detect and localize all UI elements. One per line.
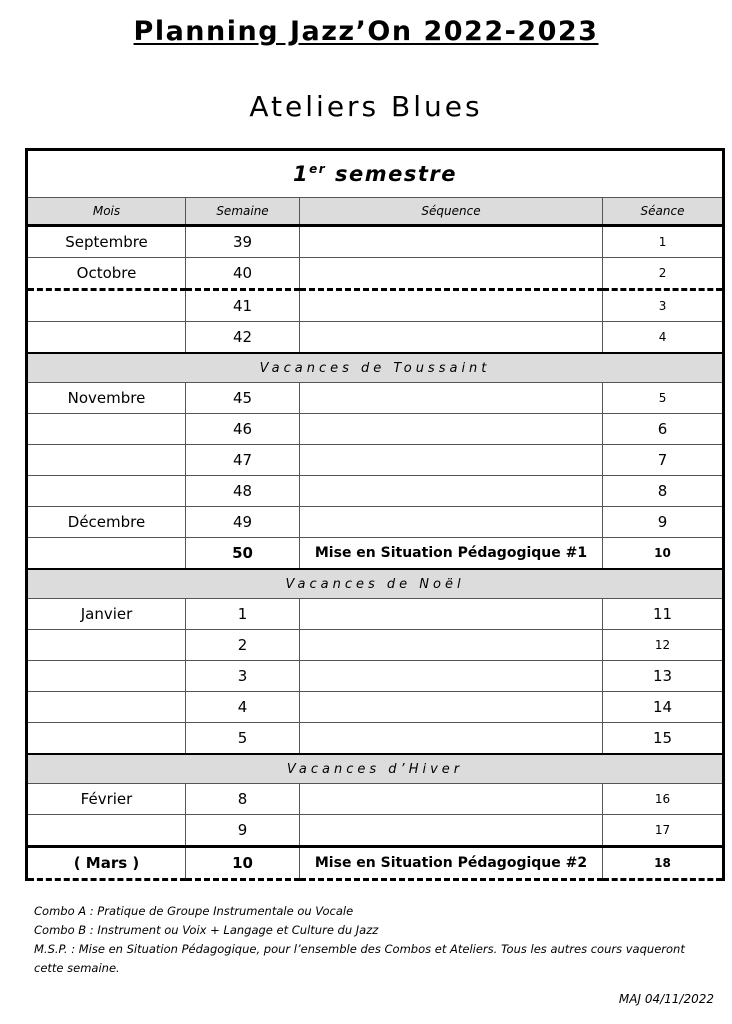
- cell-semaine: 9: [186, 815, 300, 847]
- table-row: [27, 538, 724, 570]
- note-combo-b: Combo B : Instrument ou Voix + Langage et Culture du Jazz: [34, 923, 379, 937]
- table-row: [27, 847, 724, 880]
- cell-sequence: [300, 383, 603, 414]
- cell-semaine: 2: [186, 630, 300, 661]
- cell-sequence: [300, 815, 603, 847]
- cell-sequence: [300, 290, 603, 322]
- cell-seance: 10: [603, 538, 724, 570]
- cell-mois: [27, 538, 186, 570]
- cell-seance: 14: [603, 692, 724, 723]
- column-header-sequence: Séquence: [300, 198, 603, 226]
- cell-seance: 17: [603, 815, 724, 847]
- cell-sequence: Mise en Situation Pédagogique #1: [300, 538, 603, 570]
- cell-sequence: [300, 661, 603, 692]
- holiday-label: Vacances d’Hiver: [27, 754, 724, 784]
- cell-sequence: [300, 723, 603, 755]
- cell-seance: 9: [603, 507, 724, 538]
- cell-seance: 3: [603, 290, 724, 322]
- cell-semaine: 42: [186, 322, 300, 354]
- cell-seance: 18: [603, 847, 724, 880]
- cell-mois: Janvier: [27, 599, 186, 630]
- cell-semaine: 1: [186, 599, 300, 630]
- cell-semaine: 40: [186, 258, 300, 290]
- holiday-row: [27, 353, 724, 383]
- cell-mois: [27, 322, 186, 354]
- cell-sequence: [300, 414, 603, 445]
- holiday-row: [27, 754, 724, 784]
- page-subtitle: Ateliers Blues: [249, 90, 483, 123]
- table-row: [27, 507, 724, 538]
- cell-sequence: [300, 258, 603, 290]
- column-header-mois: Mois: [27, 198, 186, 226]
- cell-mois: ( Mars ): [27, 847, 186, 880]
- table-row: [27, 815, 724, 847]
- cell-sequence: [300, 322, 603, 354]
- cell-seance: 15: [603, 723, 724, 755]
- cell-sequence: [300, 692, 603, 723]
- table-header: [27, 198, 724, 226]
- cell-mois: [27, 414, 186, 445]
- cell-seance: 7: [603, 445, 724, 476]
- cell-seance: 13: [603, 661, 724, 692]
- cell-mois: [27, 445, 186, 476]
- cell-sequence: [300, 445, 603, 476]
- cell-semaine: 10: [186, 847, 300, 880]
- cell-semaine: 47: [186, 445, 300, 476]
- cell-mois: [27, 290, 186, 322]
- table-row: [27, 414, 724, 445]
- cell-mois: [27, 723, 186, 755]
- table-row: [27, 383, 724, 414]
- cell-semaine: 5: [186, 723, 300, 755]
- cell-semaine: 46: [186, 414, 300, 445]
- cell-seance: 8: [603, 476, 724, 507]
- cell-sequence: [300, 599, 603, 630]
- cell-semaine: 8: [186, 784, 300, 815]
- cell-seance: 5: [603, 383, 724, 414]
- table-row: [27, 445, 724, 476]
- update-date: MAJ 04/11/2022: [618, 992, 714, 1006]
- table-row: [27, 226, 724, 258]
- cell-seance: 6: [603, 414, 724, 445]
- cell-mois: Septembre: [27, 226, 186, 258]
- cell-semaine: 49: [186, 507, 300, 538]
- cell-mois: [27, 815, 186, 847]
- holiday-label: Vacances de Toussaint: [27, 353, 724, 383]
- cell-mois: [27, 630, 186, 661]
- cell-sequence: [300, 630, 603, 661]
- holiday-row: [27, 569, 724, 599]
- cell-mois: [27, 661, 186, 692]
- table-row: [27, 723, 724, 755]
- cell-semaine: 45: [186, 383, 300, 414]
- cell-semaine: 39: [186, 226, 300, 258]
- cell-sequence: [300, 476, 603, 507]
- cell-mois: [27, 476, 186, 507]
- cell-mois: Octobre: [27, 258, 186, 290]
- cell-semaine: 50: [186, 538, 300, 570]
- page-title: Planning Jazz’On 2022-2023: [133, 16, 599, 47]
- cell-semaine: 4: [186, 692, 300, 723]
- cell-seance: 11: [603, 599, 724, 630]
- cell-seance: 2: [603, 258, 724, 290]
- cell-mois: Février: [27, 784, 186, 815]
- semester-heading: 1er semestre: [27, 150, 724, 198]
- table-row: [27, 258, 724, 290]
- table-row: [27, 661, 724, 692]
- cell-mois: Décembre: [27, 507, 186, 538]
- cell-semaine: 41: [186, 290, 300, 322]
- column-header-semaine: Semaine: [186, 198, 300, 226]
- table-row: [27, 476, 724, 507]
- cell-seance: 4: [603, 322, 724, 354]
- cell-seance: 12: [603, 630, 724, 661]
- holiday-label: Vacances de Noël: [27, 569, 724, 599]
- cell-semaine: 3: [186, 661, 300, 692]
- table-row: [27, 322, 724, 354]
- table-row: [27, 784, 724, 815]
- cell-sequence: [300, 507, 603, 538]
- table-row: [27, 692, 724, 723]
- cell-sequence: [300, 784, 603, 815]
- cell-sequence: [300, 226, 603, 258]
- legend-notes: [34, 902, 714, 978]
- planning-table: [25, 148, 725, 881]
- cell-seance: 16: [603, 784, 724, 815]
- note-combo-a: Combo A : Pratique de Groupe Instrumentale ou Vocale: [34, 904, 354, 918]
- column-header-seance: Séance: [603, 198, 724, 226]
- cell-sequence: Mise en Situation Pédagogique #2: [300, 847, 603, 880]
- table-row: [27, 290, 724, 322]
- table-row: [27, 630, 724, 661]
- cell-semaine: 48: [186, 476, 300, 507]
- note-msp: M.S.P. : Mise en Situation Pédagogique, pour l’ensemble des Combos et Ateliers. Tous les autres cours vaqueront cette semaine.: [34, 942, 685, 975]
- cell-mois: Novembre: [27, 383, 186, 414]
- cell-seance: 1: [603, 226, 724, 258]
- cell-mois: [27, 692, 186, 723]
- table-row: [27, 599, 724, 630]
